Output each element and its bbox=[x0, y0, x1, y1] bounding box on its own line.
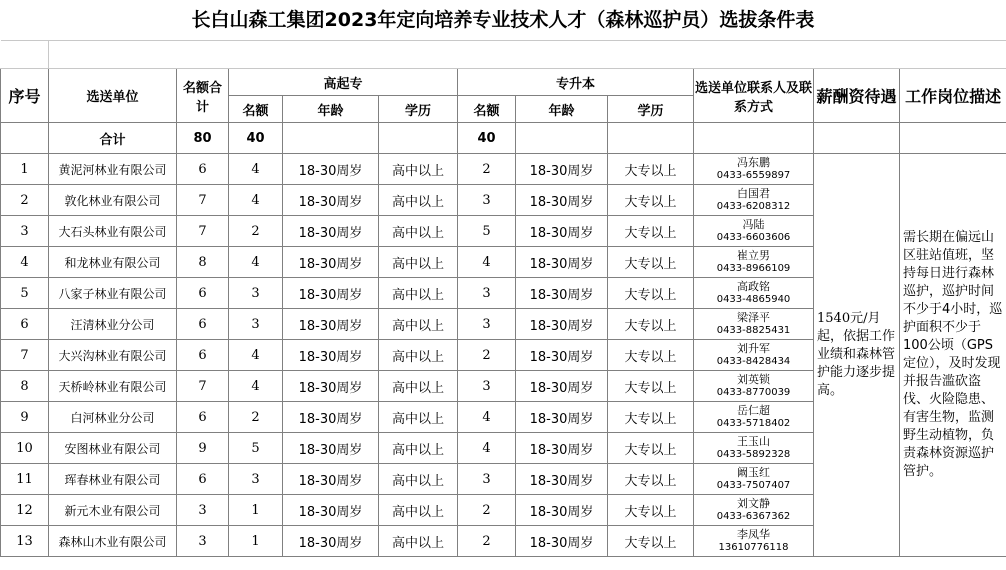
contact-name: 冯东鹏 bbox=[737, 156, 770, 169]
row-unit: 安图林业有限公司 bbox=[49, 433, 177, 464]
data-rows bbox=[1, 154, 1006, 557]
row-total: 6 bbox=[177, 464, 229, 495]
row-zsb-edu: 大专以上 bbox=[608, 371, 694, 402]
row-seq: 11 bbox=[1, 464, 49, 495]
row-gzz-quota: 4 bbox=[229, 154, 283, 185]
contact-phone: 0433-5718402 bbox=[716, 418, 791, 429]
page-title: 长白山森工集团2023年定向培养专业技术人才（森林巡护员）选拔条件表 bbox=[191, 9, 815, 31]
row-seq: 13 bbox=[1, 526, 49, 557]
row-total: 7 bbox=[177, 216, 229, 247]
row-zsb-quota: 2 bbox=[458, 340, 516, 371]
selection-conditions-table bbox=[0, 40, 1006, 557]
row-contact bbox=[694, 340, 814, 371]
row-unit: 珲春林业有限公司 bbox=[49, 464, 177, 495]
row-unit: 森林山木业有限公司 bbox=[49, 526, 177, 557]
contact-phone: 0433-8428434 bbox=[716, 356, 791, 367]
summary-row bbox=[1, 123, 1006, 154]
row-gzz-age: 18-30周岁 bbox=[283, 216, 379, 247]
row-contact bbox=[694, 495, 814, 526]
row-contact bbox=[694, 526, 814, 557]
summary-empty bbox=[283, 123, 379, 154]
row-zsb-age: 18-30周岁 bbox=[516, 216, 608, 247]
row-zsb-age: 18-30周岁 bbox=[516, 154, 608, 185]
row-unit: 黄泥河林业有限公司 bbox=[49, 154, 177, 185]
row-gzz-quota: 4 bbox=[229, 247, 283, 278]
row-unit: 和龙林业有限公司 bbox=[49, 247, 177, 278]
row-zsb-age: 18-30周岁 bbox=[516, 402, 608, 433]
row-zsb-quota: 4 bbox=[458, 433, 516, 464]
row-zsb-quota: 3 bbox=[458, 371, 516, 402]
row-zsb-edu: 大专以上 bbox=[608, 464, 694, 495]
contact-name: 阚玉红 bbox=[737, 466, 770, 479]
contact-phone: 0433-7507407 bbox=[716, 480, 791, 491]
contact-name: 刘英锁 bbox=[737, 373, 770, 386]
row-gzz-age: 18-30周岁 bbox=[283, 495, 379, 526]
row-unit: 大兴沟林业有限公司 bbox=[49, 340, 177, 371]
row-gzz-quota: 3 bbox=[229, 309, 283, 340]
summary-total: 80 bbox=[177, 123, 229, 154]
row-gzz-edu: 高中以上 bbox=[379, 495, 458, 526]
row-zsb-quota: 3 bbox=[458, 185, 516, 216]
row-zsb-quota: 2 bbox=[458, 495, 516, 526]
row-total: 7 bbox=[177, 185, 229, 216]
row-gzz-age: 18-30周岁 bbox=[283, 185, 379, 216]
row-unit: 汪清林业分公司 bbox=[49, 309, 177, 340]
summary-label: 合计 bbox=[49, 123, 177, 154]
row-contact bbox=[694, 433, 814, 464]
row-seq: 9 bbox=[1, 402, 49, 433]
row-gzz-quota: 4 bbox=[229, 340, 283, 371]
row-zsb-quota: 3 bbox=[458, 278, 516, 309]
summary-empty bbox=[814, 123, 900, 154]
contact-phone: 0433-8825431 bbox=[716, 325, 791, 336]
row-gzz-edu: 高中以上 bbox=[379, 433, 458, 464]
row-total: 6 bbox=[177, 402, 229, 433]
row-zsb-age: 18-30周岁 bbox=[516, 433, 608, 464]
row-gzz-age: 18-30周岁 bbox=[283, 371, 379, 402]
row-gzz-quota: 5 bbox=[229, 433, 283, 464]
header-gzz-edu: 学历 bbox=[379, 96, 458, 123]
row-total: 9 bbox=[177, 433, 229, 464]
row-zsb-edu: 大专以上 bbox=[608, 154, 694, 185]
contact-name: 冯陆 bbox=[742, 218, 765, 231]
summary-empty bbox=[608, 123, 694, 154]
row-total: 7 bbox=[177, 371, 229, 402]
row-gzz-quota: 2 bbox=[229, 402, 283, 433]
row-zsb-edu: 大专以上 bbox=[608, 309, 694, 340]
header-row-1 bbox=[1, 69, 1006, 96]
row-contact bbox=[694, 402, 814, 433]
header-gzz: 高起专 bbox=[229, 69, 458, 96]
header-job: 工作岗位描述 bbox=[900, 69, 1006, 123]
header-quota-total: 名额合计 bbox=[177, 69, 229, 123]
contact-name: 李凤华 bbox=[737, 528, 770, 541]
contact-phone: 0433-8770039 bbox=[716, 387, 791, 398]
summary-seq bbox=[1, 123, 49, 154]
summary-zsb-total: 40 bbox=[458, 123, 516, 154]
row-zsb-edu: 大专以上 bbox=[608, 433, 694, 464]
row-contact bbox=[694, 464, 814, 495]
contact-name: 崔立男 bbox=[737, 249, 770, 262]
row-gzz-edu: 高中以上 bbox=[379, 309, 458, 340]
row-zsb-edu: 大专以上 bbox=[608, 402, 694, 433]
row-seq: 4 bbox=[1, 247, 49, 278]
row-total: 8 bbox=[177, 247, 229, 278]
row-contact bbox=[694, 247, 814, 278]
row-zsb-edu: 大专以上 bbox=[608, 278, 694, 309]
contact-phone: 0433-8966109 bbox=[716, 263, 791, 274]
row-zsb-age: 18-30周岁 bbox=[516, 526, 608, 557]
row-zsb-age: 18-30周岁 bbox=[516, 185, 608, 216]
contact-phone: 0433-6559897 bbox=[716, 170, 791, 181]
row-seq: 1 bbox=[1, 154, 49, 185]
row-zsb-quota: 4 bbox=[458, 247, 516, 278]
row-gzz-quota: 4 bbox=[229, 371, 283, 402]
contact-name: 刘升军 bbox=[737, 342, 770, 355]
row-total: 6 bbox=[177, 278, 229, 309]
row-seq: 8 bbox=[1, 371, 49, 402]
row-gzz-edu: 高中以上 bbox=[379, 464, 458, 495]
row-total: 3 bbox=[177, 495, 229, 526]
row-zsb-age: 18-30周岁 bbox=[516, 247, 608, 278]
row-seq: 7 bbox=[1, 340, 49, 371]
row-zsb-quota: 3 bbox=[458, 464, 516, 495]
contact-name: 高政铭 bbox=[737, 280, 770, 293]
row-zsb-edu: 大专以上 bbox=[608, 247, 694, 278]
row-gzz-age: 18-30周岁 bbox=[283, 464, 379, 495]
summary-empty bbox=[379, 123, 458, 154]
row-gzz-age: 18-30周岁 bbox=[283, 247, 379, 278]
header-zsb: 专升本 bbox=[458, 69, 694, 96]
row-seq: 6 bbox=[1, 309, 49, 340]
row-zsb-age: 18-30周岁 bbox=[516, 495, 608, 526]
row-seq: 2 bbox=[1, 185, 49, 216]
header-gzz-quota: 名额 bbox=[229, 96, 283, 123]
row-zsb-age: 18-30周岁 bbox=[516, 309, 608, 340]
contact-name: 岳仁超 bbox=[737, 404, 770, 417]
row-zsb-age: 18-30周岁 bbox=[516, 340, 608, 371]
table-row bbox=[1, 154, 1006, 185]
contact-phone: 0433-5892328 bbox=[716, 449, 791, 460]
row-zsb-quota: 5 bbox=[458, 216, 516, 247]
row-gzz-edu: 高中以上 bbox=[379, 402, 458, 433]
row-contact bbox=[694, 154, 814, 185]
row-contact bbox=[694, 278, 814, 309]
contact-phone: 0433-6208312 bbox=[716, 201, 791, 212]
row-gzz-age: 18-30周岁 bbox=[283, 278, 379, 309]
row-gzz-edu: 高中以上 bbox=[379, 216, 458, 247]
summary-gzz-total: 40 bbox=[229, 123, 283, 154]
header-zsb-age: 年龄 bbox=[516, 96, 608, 123]
header-gzz-age: 年龄 bbox=[283, 96, 379, 123]
row-zsb-edu: 大专以上 bbox=[608, 526, 694, 557]
contact-name: 刘文静 bbox=[737, 497, 770, 510]
salary-description: 1540元/月起，依据工作业绩和森林管护能力逐步提高。 bbox=[814, 154, 900, 557]
job-description: 需长期在偏远山区驻站值班，坚持每日进行森林巡护，巡护时间不少于4小时，巡护面积不少于100公顷（GPS定位），及时发现并报告滥砍盗伐、火险隐患、有害生物，监测野生动植物，负责森林资源巡护管护。 bbox=[900, 154, 1006, 557]
row-zsb-edu: 大专以上 bbox=[608, 495, 694, 526]
contact-phone: 0433-4865940 bbox=[716, 294, 791, 305]
row-seq: 10 bbox=[1, 433, 49, 464]
row-unit: 大石头林业有限公司 bbox=[49, 216, 177, 247]
row-zsb-edu: 大专以上 bbox=[608, 216, 694, 247]
row-total: 3 bbox=[177, 526, 229, 557]
row-unit: 八家子林业有限公司 bbox=[49, 278, 177, 309]
row-zsb-age: 18-30周岁 bbox=[516, 371, 608, 402]
blank-row bbox=[1, 41, 1006, 69]
header-unit: 选送单位 bbox=[49, 69, 177, 123]
header-seq: 序号 bbox=[1, 69, 49, 123]
row-gzz-age: 18-30周岁 bbox=[283, 402, 379, 433]
row-gzz-age: 18-30周岁 bbox=[283, 154, 379, 185]
row-zsb-quota: 4 bbox=[458, 402, 516, 433]
summary-empty bbox=[516, 123, 608, 154]
row-total: 6 bbox=[177, 309, 229, 340]
contact-name: 白国君 bbox=[737, 187, 770, 200]
row-unit: 新元木业有限公司 bbox=[49, 495, 177, 526]
row-gzz-edu: 高中以上 bbox=[379, 340, 458, 371]
row-gzz-quota: 3 bbox=[229, 464, 283, 495]
row-gzz-edu: 高中以上 bbox=[379, 154, 458, 185]
row-gzz-age: 18-30周岁 bbox=[283, 340, 379, 371]
row-contact bbox=[694, 309, 814, 340]
row-total: 6 bbox=[177, 340, 229, 371]
row-seq: 3 bbox=[1, 216, 49, 247]
row-total: 6 bbox=[177, 154, 229, 185]
row-zsb-quota: 2 bbox=[458, 526, 516, 557]
row-zsb-age: 18-30周岁 bbox=[516, 278, 608, 309]
row-contact bbox=[694, 185, 814, 216]
row-contact bbox=[694, 371, 814, 402]
contact-name: 王玉山 bbox=[737, 435, 770, 448]
row-seq: 12 bbox=[1, 495, 49, 526]
header-zsb-quota: 名额 bbox=[458, 96, 516, 123]
row-gzz-edu: 高中以上 bbox=[379, 278, 458, 309]
row-gzz-quota: 1 bbox=[229, 495, 283, 526]
contact-name: 梁泽平 bbox=[737, 311, 770, 324]
row-gzz-age: 18-30周岁 bbox=[283, 526, 379, 557]
row-gzz-edu: 高中以上 bbox=[379, 526, 458, 557]
summary-empty bbox=[900, 123, 1006, 154]
row-seq: 5 bbox=[1, 278, 49, 309]
row-zsb-edu: 大专以上 bbox=[608, 185, 694, 216]
row-gzz-quota: 2 bbox=[229, 216, 283, 247]
row-gzz-quota: 1 bbox=[229, 526, 283, 557]
row-zsb-age: 18-30周岁 bbox=[516, 464, 608, 495]
row-gzz-quota: 4 bbox=[229, 185, 283, 216]
row-gzz-quota: 3 bbox=[229, 278, 283, 309]
contact-phone: 13610776118 bbox=[718, 542, 789, 553]
row-contact bbox=[694, 216, 814, 247]
row-unit: 天桥岭林业有限公司 bbox=[49, 371, 177, 402]
row-gzz-edu: 高中以上 bbox=[379, 247, 458, 278]
row-gzz-age: 18-30周岁 bbox=[283, 433, 379, 464]
header-contact: 选送单位联系人及联系方式 bbox=[694, 69, 814, 123]
row-zsb-quota: 3 bbox=[458, 309, 516, 340]
contact-phone: 0433-6603606 bbox=[716, 232, 791, 243]
row-zsb-quota: 2 bbox=[458, 154, 516, 185]
contact-phone: 0433-6367362 bbox=[716, 511, 791, 522]
row-unit: 敦化林业有限公司 bbox=[49, 185, 177, 216]
row-gzz-age: 18-30周岁 bbox=[283, 309, 379, 340]
summary-empty bbox=[694, 123, 814, 154]
row-gzz-edu: 高中以上 bbox=[379, 371, 458, 402]
row-zsb-edu: 大专以上 bbox=[608, 340, 694, 371]
header-salary: 薪酬资待遇 bbox=[814, 69, 900, 123]
header-zsb-edu: 学历 bbox=[608, 96, 694, 123]
row-gzz-edu: 高中以上 bbox=[379, 185, 458, 216]
row-unit: 白河林业分公司 bbox=[49, 402, 177, 433]
